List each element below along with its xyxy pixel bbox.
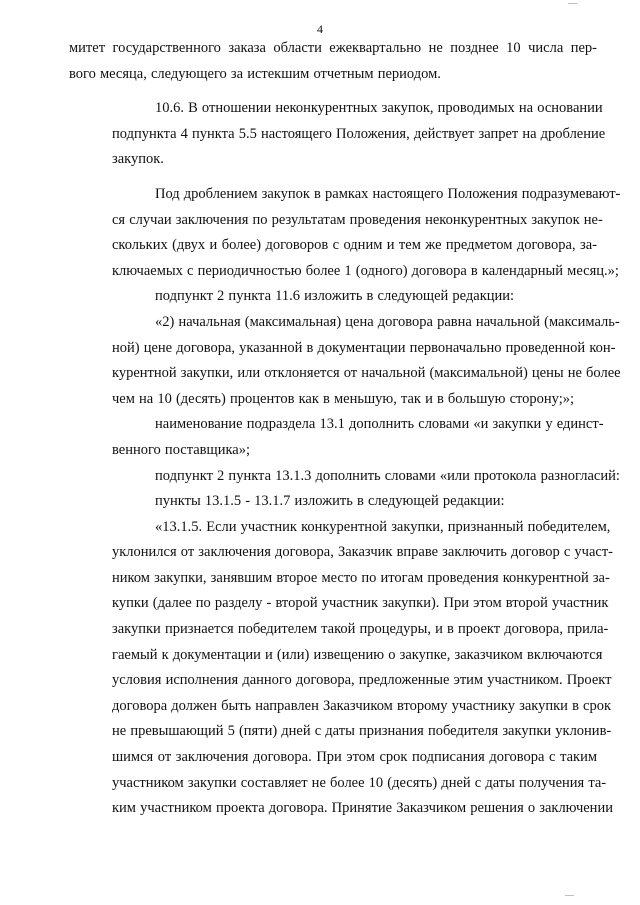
text-line: закупок. (112, 151, 164, 168)
text-line: наименование подраздела 13.1 дополнить словами «и закупки у единст- (155, 416, 604, 433)
text-line: уклонился от заключения договора, Заказчик вправе заключить договор с участ- (112, 544, 614, 561)
text-line: 10.6. В отношении неконкурентных закупок, проводимых на основании (155, 100, 603, 117)
text-line: подпункта 4 пункта 5.5 настоящего Положения, действует запрет на дробление (112, 125, 606, 142)
paragraph-13-1-5 (69, 515, 614, 822)
text-line: ключаемых с периодичностью более 1 (одного) договора в календарный месяц.»; (112, 262, 619, 279)
text-line: гаемый к документации и (или) извещению о закупке, заказчиком включаются (112, 646, 603, 663)
text-line: митет государственного заказа области ежеквартально не позднее 10 числа пер- (69, 40, 597, 56)
text-line: условия исполнения данного договора, предложенные этим участником. Проект (112, 672, 612, 689)
scan-mark-top: — (568, 0, 577, 8)
paragraph-10-6 (69, 96, 606, 173)
text-line: венного поставщика»; (112, 441, 250, 458)
text-line: участником закупки составляет не более 10 (десять) дней с даты получения та- (112, 774, 607, 791)
text-line: вого месяца, следующего за истекшим отчетным периодом. (69, 65, 441, 82)
text-line: закупки признается победителем такой процедуры, и в проект договора, прила- (112, 621, 609, 638)
text-line: шимся от заключения договора. При этом срок подписания договора с таким (112, 749, 597, 766)
text-line: не превышающий 5 (пяти) дней с даты признания победителя закупки уклонив- (112, 723, 612, 740)
paragraph-subitem-13-1-3 (69, 464, 620, 490)
text-line: ким участником проекта договора. Принятие Заказчиком решения о заключении (112, 800, 613, 817)
text-line: ником закупки, занявшим второе место по итогам проведения конкурентной за- (112, 569, 610, 586)
text-line: «2) начальная (максимальная) цена договора равна начальной (максималь- (155, 313, 620, 330)
paragraph-splitting-definition (69, 182, 621, 284)
text-line: «13.1.5. Если участник конкурентной закупки, признанный победителем, (155, 518, 611, 535)
text-line: ся случаи заключения по результатам проведения неконкурентных закупок не- (112, 211, 603, 228)
scan-mark-bottom: — (565, 890, 574, 900)
text-line: скольких (двух и более) договоров с одним и тем же предметом договора, за- (112, 237, 597, 254)
paragraph-items-13-1-5 (69, 489, 597, 515)
paragraph-initial-price (69, 310, 621, 412)
text-line: пункты 13.1.5 - 13.1.7 изложить в следующей редакции: (155, 493, 505, 510)
text-line: курентной закупки, или отклоняется от начальной (максимальной) цены не более (112, 365, 621, 382)
text-line: ной) цене договора, указанной в документации первоначально проведенной кон- (112, 339, 616, 356)
text-line: Под дроблением закупок в рамках настоящего Положения подразумевают- (155, 185, 621, 202)
text-line: подпункт 2 пункта 13.1.3 дополнить словами «или протокола разногласий: (155, 467, 620, 484)
text-line: купки (далее по разделу - второй участник закупки). При этом второй участник (112, 595, 609, 612)
text-line: подпункт 2 пункта 11.6 изложить в следующей редакции: (155, 288, 515, 305)
paragraph-subitem-11-6 (69, 284, 597, 310)
paragraph-subsection-13-1 (69, 412, 604, 463)
paragraph-reporting-deadline (69, 36, 597, 87)
text-line: договора должен быть направлен Заказчиком второму участнику закупки в срок (112, 697, 612, 714)
document-body (69, 36, 621, 822)
text-line: чем на 10 (десять) процентов как в меньшую, так и в большую сторону;»; (112, 390, 575, 407)
page-number: 4 (317, 22, 323, 36)
